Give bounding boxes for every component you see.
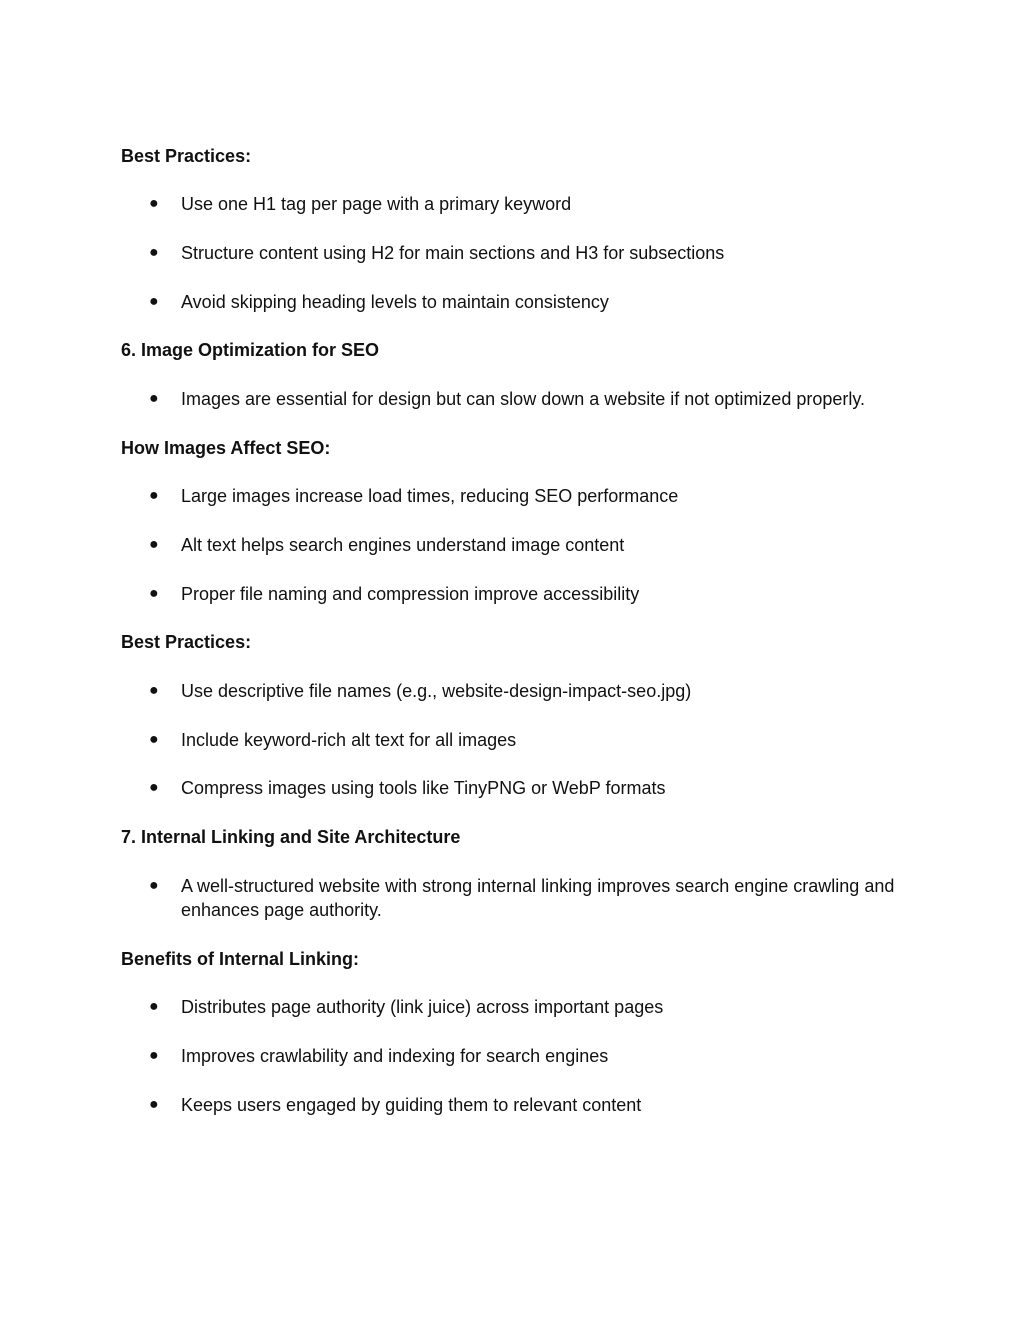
list-item (121, 874, 901, 922)
bullet-icon: ● (149, 731, 159, 748)
bullet-icon: ● (149, 390, 159, 407)
bullet-icon: ● (149, 293, 159, 310)
list-item (121, 387, 901, 411)
section-heading: 6. Image Optimization for SEO (121, 340, 380, 360)
list-item (121, 192, 901, 216)
bullet-icon: ● (149, 585, 159, 602)
list-item-text: Alt text helps search engines understand image content (181, 535, 625, 555)
list-item-text: Improves crawlability and indexing for search engines (181, 1046, 609, 1066)
list-item-text: Images are essential for design but can slow down a website if not optimized properly. (181, 389, 866, 409)
list-item-text: Structure content using H2 for main sections and H3 for subsections (181, 243, 725, 263)
list-item (121, 533, 901, 557)
bullet-icon: ● (149, 487, 159, 504)
bullet-icon: ● (149, 244, 159, 261)
list-item (121, 290, 901, 314)
list-item (121, 995, 901, 1019)
bullet-icon: ● (149, 536, 159, 553)
list-item-text: Avoid skipping heading levels to maintain consistency (181, 292, 609, 312)
list-item-text: Keeps users engaged by guiding them to relevant content (181, 1095, 642, 1115)
list-item (121, 582, 901, 606)
list-item-text: Distributes page authority (link juice) across important pages (181, 997, 664, 1017)
bullet-icon: ● (149, 682, 159, 699)
section-heading: 7. Internal Linking and Site Architecture (121, 827, 461, 847)
list-item (121, 776, 901, 800)
list-item (121, 1044, 901, 1068)
list-item-text: Use one H1 tag per page with a primary keyword (181, 194, 572, 214)
list-item-text: A well-structured website with strong internal linking improves search engine crawling and enhances page authority. (181, 876, 895, 920)
bullet-icon: ● (149, 877, 159, 894)
list-item (121, 484, 901, 508)
list-item-text: Compress images using tools like TinyPNG or WebP formats (181, 778, 666, 798)
list-item (121, 1093, 901, 1117)
list-item (121, 679, 901, 703)
bullet-icon: ● (149, 1047, 159, 1064)
bullet-icon: ● (149, 195, 159, 212)
section-heading: Best Practices: (121, 632, 252, 652)
bullet-icon: ● (149, 1096, 159, 1113)
bullet-icon: ● (149, 779, 159, 796)
list-item-text: Proper file naming and compression improve accessibility (181, 584, 640, 604)
list-item-text: Large images increase load times, reducing SEO performance (181, 486, 679, 506)
list-item (121, 241, 901, 265)
list-item-text: Include keyword-rich alt text for all images (181, 730, 517, 750)
section-heading: Best Practices: (121, 146, 252, 166)
section-heading: How Images Affect SEO: (121, 438, 331, 458)
bullet-icon: ● (149, 998, 159, 1015)
list-item-text: Use descriptive file names (e.g., website-design-impact-seo.jpg) (181, 681, 692, 701)
section-heading: Benefits of Internal Linking: (121, 949, 360, 969)
list-item (121, 728, 901, 752)
